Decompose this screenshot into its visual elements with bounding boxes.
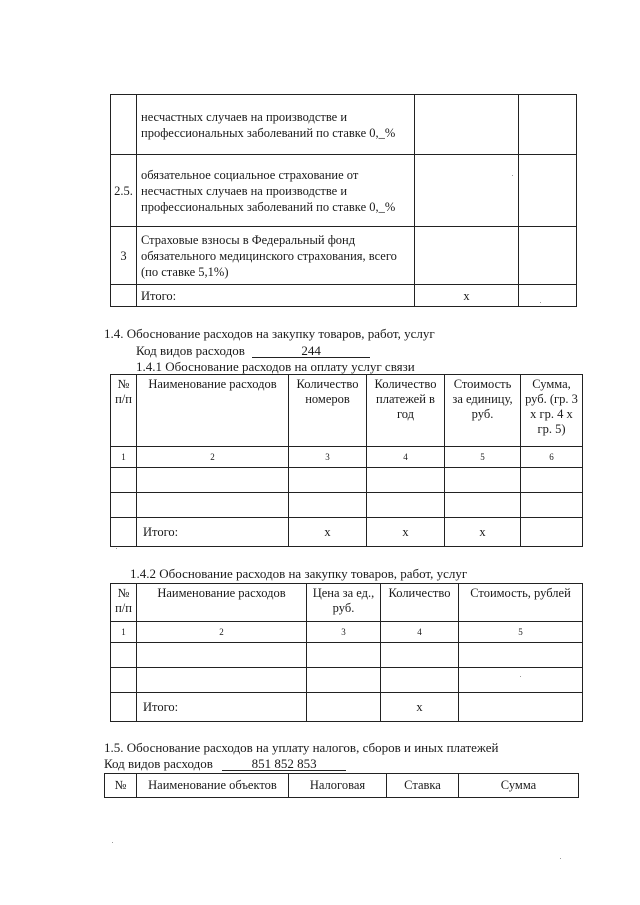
header-name: Наименование расходов bbox=[137, 584, 307, 622]
section-1-4-2-title: 1.4.2 Обоснование расходов на закупку товаров, работ, услуг bbox=[130, 566, 468, 581]
total-label: Итого: bbox=[137, 285, 415, 307]
scan-speck bbox=[540, 302, 541, 303]
column-index: 6 bbox=[521, 447, 583, 468]
table-header-row bbox=[111, 584, 583, 622]
table-row bbox=[111, 227, 577, 285]
header-quantity-numbers: Количество номеров bbox=[289, 375, 367, 447]
table-row bbox=[111, 155, 577, 227]
row-description: обязательное социальное страхование от несчастных случаев на производстве и профессиональных заболеваний по ставке 0,_% bbox=[137, 155, 415, 227]
table-cell bbox=[519, 95, 577, 155]
header-number: № п/п bbox=[111, 375, 137, 447]
header-payments-per-year: Количество платежей в год bbox=[367, 375, 445, 447]
table-row bbox=[111, 468, 583, 493]
tax-code-line bbox=[104, 756, 346, 771]
header-unit-price: Цена за ед., руб. bbox=[307, 584, 381, 622]
column-index: 1 bbox=[111, 622, 137, 643]
table-row bbox=[111, 643, 583, 668]
table-row bbox=[111, 668, 583, 693]
section-1-4-title: 1.4. Обоснование расходов на закупку товаров, работ, услуг bbox=[104, 326, 435, 341]
header-name: Наименование расходов bbox=[137, 375, 289, 447]
insurance-table bbox=[110, 94, 577, 307]
row-number bbox=[111, 95, 137, 155]
header-tax-base: Налоговая bbox=[289, 774, 387, 798]
column-index: 3 bbox=[307, 622, 381, 643]
total-x-mark: х bbox=[415, 285, 519, 307]
row-number: 3 bbox=[111, 227, 137, 285]
header-rate: Ставка bbox=[387, 774, 459, 798]
header-sum: Сумма bbox=[459, 774, 579, 798]
table-row bbox=[111, 493, 583, 518]
expense-code-label: Код видов расходов bbox=[136, 343, 245, 358]
tax-code-label: Код видов расходов bbox=[104, 756, 213, 771]
header-quantity: Количество bbox=[381, 584, 459, 622]
column-index-row bbox=[111, 447, 583, 468]
goods-table bbox=[110, 583, 583, 722]
header-number: № п/п bbox=[111, 584, 137, 622]
column-index: 4 bbox=[381, 622, 459, 643]
table-cell bbox=[519, 227, 577, 285]
header-unit-cost: Стоимость за единицу, руб. bbox=[445, 375, 521, 447]
tax-table bbox=[104, 773, 579, 798]
column-index: 2 bbox=[137, 447, 289, 468]
header-object-name: Наименование объектов bbox=[137, 774, 289, 798]
column-index: 1 bbox=[111, 447, 137, 468]
column-index: 4 bbox=[367, 447, 445, 468]
communication-table bbox=[110, 374, 583, 547]
column-index: 3 bbox=[289, 447, 367, 468]
header-sum: Сумма, руб. (гр. 3 х гр. 4 х гр. 5) bbox=[521, 375, 583, 447]
header-cost: Стоимость, рублей bbox=[459, 584, 583, 622]
table-cell bbox=[415, 227, 519, 285]
column-index: 5 bbox=[459, 622, 583, 643]
scan-speck bbox=[560, 858, 561, 859]
total-x-mark: х bbox=[445, 518, 521, 547]
column-index: 5 bbox=[445, 447, 521, 468]
table-header-row bbox=[111, 375, 583, 447]
scan-speck bbox=[112, 842, 113, 843]
row-description: Страховые взносы в Федеральный фонд обязательного медицинского страхования, всего (по ставке 5,1%) bbox=[137, 227, 415, 285]
table-header-row bbox=[105, 774, 579, 798]
tax-code-value: 851 852 853 bbox=[222, 757, 346, 771]
row-number: 2.5. bbox=[111, 155, 137, 227]
total-row bbox=[111, 518, 583, 547]
total-x-mark: х bbox=[289, 518, 367, 547]
expense-code-value: 244 bbox=[252, 344, 370, 358]
scan-speck bbox=[116, 548, 117, 549]
column-index-row bbox=[111, 622, 583, 643]
table-cell bbox=[415, 155, 519, 227]
table-cell bbox=[415, 95, 519, 155]
scan-speck bbox=[512, 175, 513, 176]
expense-code-line bbox=[136, 343, 370, 358]
header-number: № bbox=[105, 774, 137, 798]
total-x-mark: х bbox=[381, 693, 459, 722]
table-cell bbox=[111, 285, 137, 307]
total-label: Итого: bbox=[137, 693, 307, 722]
column-index: 2 bbox=[137, 622, 307, 643]
table-cell bbox=[519, 285, 577, 307]
table-row bbox=[111, 95, 577, 155]
total-label: Итого: bbox=[137, 518, 289, 547]
total-x-mark: х bbox=[367, 518, 445, 547]
section-1-4-1-title: 1.4.1 Обоснование расходов на оплату услуг связи bbox=[136, 359, 415, 374]
total-row bbox=[111, 285, 577, 307]
table-cell bbox=[519, 155, 577, 227]
row-description: несчастных случаев на производстве и профессиональных заболеваний по ставке 0,_% bbox=[137, 95, 415, 155]
section-1-5-title: 1.5. Обоснование расходов на уплату налогов, сборов и иных платежей bbox=[104, 740, 499, 755]
scan-speck bbox=[520, 676, 521, 677]
total-row bbox=[111, 693, 583, 722]
